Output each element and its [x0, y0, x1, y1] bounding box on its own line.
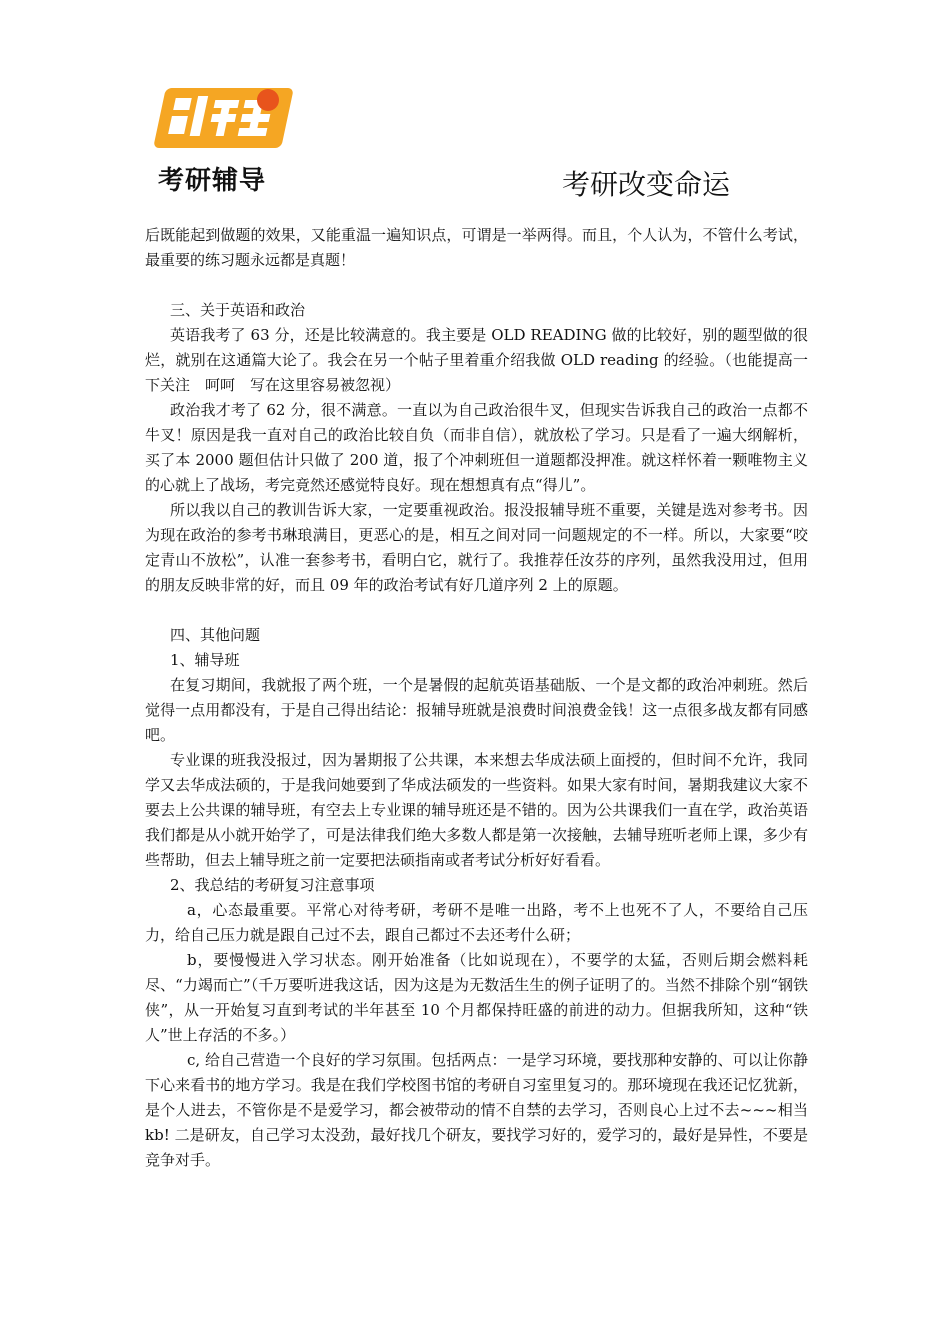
paragraph-professional-course: 专业课的班我没报过，因为暑期报了公共课，本来想去华成法硕上面授的，但时间不允许，我同学又去华成法硕的，于是我问她要到了华成法硕发的一些资料。如果大家有时间，暑期我建议大家不要去上公共课的辅导班，有空去上专业课的辅导班还是不错的。因为公共课我们一直在学，政治英语我们都是从小就开始学了，可是法律我们绝大多数人都是第一次接触，去辅导班听老师上课，多少有些帮助，但去上辅导班之前一定要把法硕指南或者考试分析好好看看。 — [145, 751, 808, 869]
paragraph-tutoring-experience: 在复习期间，我就报了两个班，一个是暑假的起航英语基础版、一个是文都的政治冲刺班。然后觉得一点用都没有，于是自己得出结论：报辅导班就是浪费时间浪费金钱！这一点很多战友都有同感吧。 — [145, 676, 808, 744]
paragraph-politics: 政治我才考了 62 分，很不满意。一直以为自己政治很牛叉，但现实告诉我自己的政治一点都不牛叉！原因是我一直对自己的政治比较自负（而非自信），就放松了学习。只是看了一遍大纲解析，买了本 2000 题但估计只做了 200 道，报了个冲刺班但一道题都没押准。就这样怀着一颗唯物主义的心就上了战场，考完竟然还感觉特良好。现在想想真有点“得儿”。 — [145, 401, 808, 494]
logo-subtitle: 考研辅导 — [158, 166, 267, 196]
paragraph-politics-advice: 所以我以自己的教训告诉大家，一定要重视政治。报没报辅导班不重要，关键是选对参考书。因为现在政治的参考书琳琅满目，更恶心的是，相互之间对同一问题规定的不一样。所以，大家要“咬定青山不放松”，认准一套参考书，看明白它，就行了。我推荐任汝芬的序列，虽然我没用过，但用的朋友反映非常的好，而且 09 年的政治考试有好几道序列 2 上的原题。 — [145, 501, 808, 594]
subheading-review-tips: 2、我总结的考研复习注意事项 — [170, 876, 375, 894]
tip-a-mindset: a，心态最重要。平常心对待考研，考研不是唯一出路，考不上也死不了人，不要给自己压力，给自己压力就是跟自己过不去，跟自己都过不去还考什么研； — [145, 901, 808, 944]
section-heading-english-politics: 三、关于英语和政治 — [170, 301, 306, 319]
paragraph-intro: 后既能起到做题的效果，又能重温一遍知识点，可谓是一举两得。而且，个人认为，不管什么考试，最重要的练习题永远都是真题！ — [145, 226, 808, 269]
kaicheng-logo-icon — [152, 78, 298, 156]
section-heading-other-issues: 四、其他问题 — [170, 626, 261, 644]
page-slogan: 考研改变命运 — [562, 168, 731, 201]
tip-b-pace: b，要慢慢进入学习状态。刚开始准备（比如说现在），不要学的太猛，否则后期会燃料耗尽、“力竭而亡”（千万要听进我这话，因为这是为无数活生生的例子证明了的。当然不排除个别“钢铁侠”，从一开始复习直到考试的半年甚至 10 个月都保持旺盛的前进的动力。但据我所知，这种“铁人”世上存活的不多。） — [145, 951, 808, 1044]
subheading-tutoring-class: 1、辅导班 — [170, 651, 240, 669]
tip-c-atmosphere: c, 给自己营造一个良好的学习氛围。包括两点：一是学习环境，要找那种安静的、可以让你静下心来看书的地方学习。我是在我们学校图书馆的考研自习室里复习的。那环境现在我还记忆犹新，是个人进去，不管你是不是爱学习，都会被带动的情不自禁的去学习，否则良心上过不去~~~相当 kb! 二是研友，自己学习太没劲，最好找几个研友，要找学习好的，爱学习的，最好是异性，不要是竞争对手。 — [145, 1051, 808, 1169]
document-body — [145, 223, 808, 1173]
kaicheng-logo — [150, 78, 300, 196]
paragraph-english: 英语我考了 63 分，还是比较满意的。我主要是 OLD READING 做的比较好，别的题型做的很烂，就别在这通篇大论了。我会在另一个帖子里着重介绍我做 OLD reading 的经验。（也能提高一下关注 呵呵 写在这里容易被忽视） — [145, 326, 808, 394]
